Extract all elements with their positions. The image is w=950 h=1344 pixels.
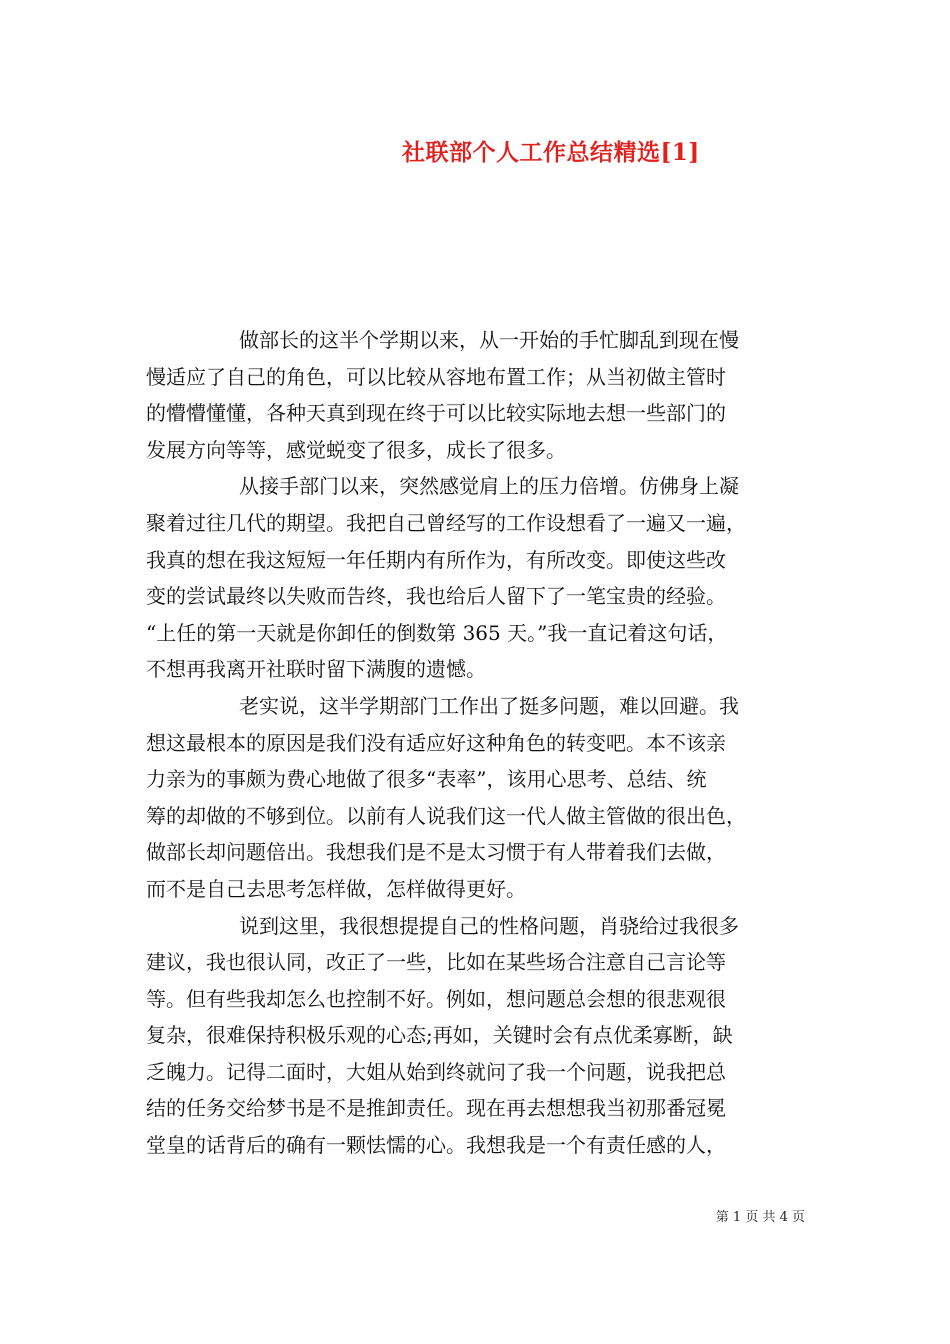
page-footer: 第 1 页 共 4 页 <box>715 1210 805 1225</box>
text-line: 我真的想在我这短短一年任期内有所作为，有所改变。即使这些改 <box>146 547 726 572</box>
body-text <box>146 322 816 1164</box>
text-line: 从接手部门以来，突然感觉肩上的压力倍增。仿佛身上凝 <box>239 474 739 499</box>
text-line: “上任的第一天就是你卸任的倒数第 365 天。”我一直记着这句话， <box>146 620 728 645</box>
paragraph-3 <box>146 688 816 908</box>
paragraph-1 <box>146 322 816 468</box>
text-line: 建议，我也很认同，改正了一些，比如在某些场合注意自己言论等 <box>146 950 726 975</box>
text-line: 堂皇的话背后的确有一颗怯懦的心。我想我是一个有责任感的人， <box>146 1133 726 1158</box>
text-line: 变的尝试最终以失败而告终，我也给后人留下了一笔宝贵的经验。 <box>146 584 726 609</box>
text-line: 做部长的这半个学期以来，从一开始的手忙脚乱到现在慢 <box>239 328 739 352</box>
text-line: 慢适应了自己的角色，可以比较从容地布置工作；从当初做主管时 <box>146 364 726 389</box>
page-title: 社联部个人工作总结精选[1] <box>402 139 700 166</box>
text-line: 而不是自己去思考怎样做，怎样做得更好。 <box>146 876 526 901</box>
text-line: 结的任务交给梦书是不是推卸责任。现在再去想想我当初那番冠冕 <box>146 1096 726 1121</box>
text-line: 的懵懵懂懂，各种天真到现在终于可以比较实际地去想一些部门的 <box>146 401 726 426</box>
paragraph-4 <box>146 908 816 1164</box>
text-line: 等。但有些我却怎么也控制不好。例如，想问题总会想的很悲观很 <box>146 986 726 1011</box>
text-line: 不想再我离开社联时留下满腹的遗憾。 <box>146 657 486 682</box>
text-line: 发展方向等等，感觉蜕变了很多，成长了很多。 <box>146 437 566 462</box>
text-line: 乏魄力。记得二面时，大姐从始到终就问了我一个问题，说我把总 <box>146 1059 726 1084</box>
text-line: 老实说，这半学期部门工作出了挺多问题，难以回避。我 <box>239 693 739 718</box>
text-line: 说到这里，我很想提提自己的性格问题，肖骁给过我很多 <box>239 913 739 938</box>
text-line: 复杂，很难保持积极乐观的心态;再如，关键时会有点优柔寡断，缺 <box>146 1023 733 1048</box>
paragraph-2 <box>146 468 816 688</box>
text-line: 力亲为的事颇为费心地做了很多“表率”，该用心思考、总结、统 <box>146 767 707 792</box>
text-line: 筹的却做的不够到位。以前有人说我们这一代人做主管做的很出色， <box>146 803 746 828</box>
text-line: 聚着过往几代的期望。我把自己曾经写的工作设想看了一遍又一遍， <box>146 510 746 535</box>
text-line: 做部长却问题倍出。我想我们是不是太习惯于有人带着我们去做， <box>146 840 726 865</box>
text-line: 想这最根本的原因是我们没有适应好这种角色的转变吧。本不该亲 <box>146 730 726 755</box>
